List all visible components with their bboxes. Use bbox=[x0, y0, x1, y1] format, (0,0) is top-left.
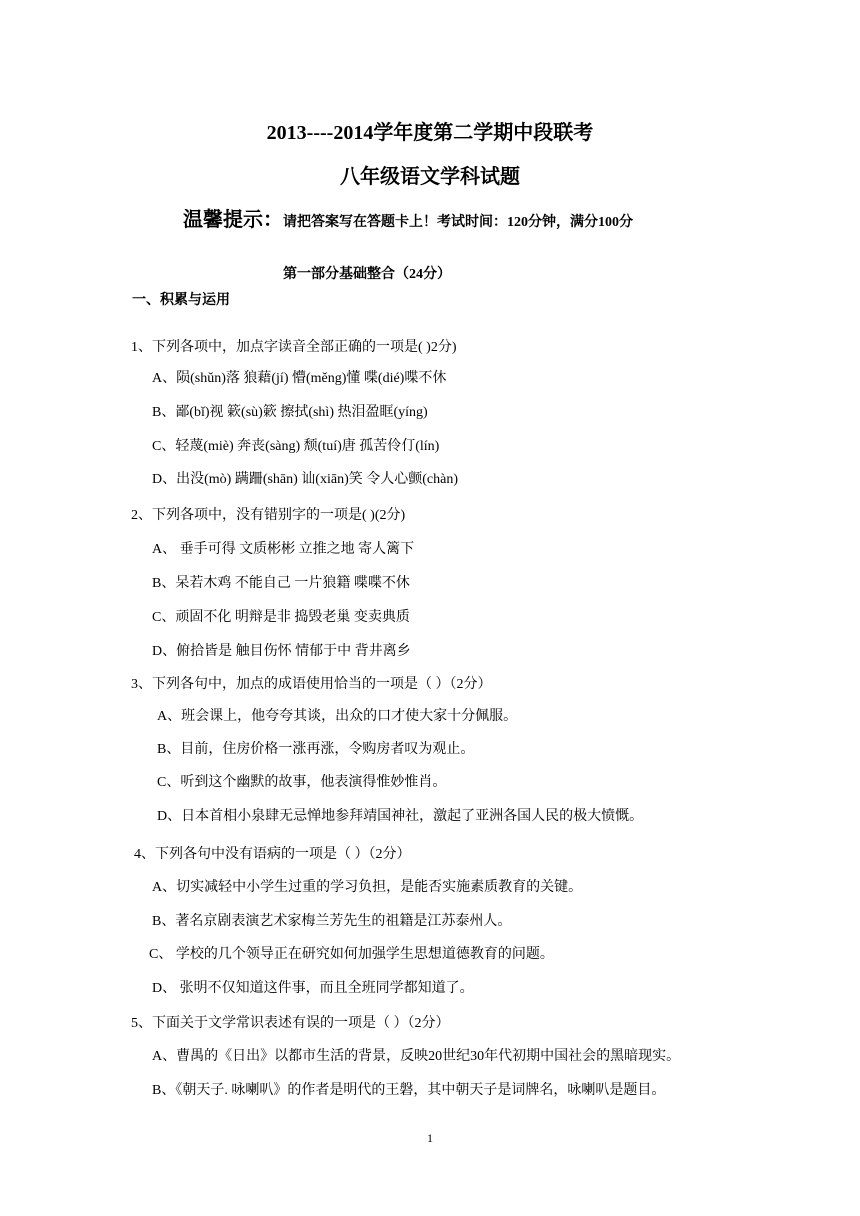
q2-option-a: A、 垂手可得 文质彬彬 立推之地 寄人篱下 bbox=[152, 542, 415, 557]
question-2: 2、下列各项中，没有错别字的一项是( )(2分) bbox=[131, 508, 406, 523]
q2-option-b: B、呆若木鸡 不能自己 一片狼籍 喋喋不休 bbox=[152, 576, 410, 591]
q1-option-c: C、轻蔑(miè) 奔丧(sàng) 颓(tuí)唐 孤苦伶仃(lín) bbox=[152, 439, 440, 454]
q3-option-a: A、班会课上，他夸夸其谈，出众的口才使大家十分佩服。 bbox=[157, 709, 518, 724]
q5-option-a: A、曹禺的《日出》以都市生活的背景，反映20世纪30年代初期中国社会的黑暗现实。 bbox=[152, 1049, 681, 1064]
question-5: 5、下面关于文学常识表述有误的一项是（ ）（2分） bbox=[131, 1016, 450, 1031]
q4-option-d: D、 张明不仅知道这件事，而且全班同学都知道了。 bbox=[152, 981, 474, 996]
exam-subtitle: 八年级语文学科试题 bbox=[340, 166, 520, 188]
q3-option-c: C、听到这个幽默的故事，他表演得惟妙惟肖。 bbox=[157, 775, 447, 790]
q1-option-b: B、鄙(bǐ)视 簌(sù)簌 擦拭(shì) 热泪盈眶(yíng) bbox=[152, 405, 428, 420]
question-4: 4、下列各句中没有语病的一项是（ ）（2分） bbox=[134, 847, 411, 862]
tip-line bbox=[183, 203, 633, 232]
q4-option-c: C、 学校的几个领导正在研究如何加强学生思想道德教育的问题。 bbox=[149, 947, 554, 962]
part-title: 一、积累与运用 bbox=[132, 293, 230, 308]
tip-text: 请把答案写在答题卡上！考试时间：120分钟，满分100分 bbox=[283, 215, 633, 230]
q3-option-b: B、目前，住房价格一涨再涨，令购房者叹为观止。 bbox=[157, 742, 475, 757]
q4-option-a: A、切实减轻中小学生过重的学习负担，是能否实施素质教育的关键。 bbox=[152, 880, 583, 895]
tip-label: 温馨提示： bbox=[183, 207, 283, 231]
page-number: 1 bbox=[427, 1131, 433, 1145]
section-title: 第一部分基础整合（24分） bbox=[283, 267, 451, 282]
q4-option-b: B、著名京剧表演艺术家梅兰芳先生的祖籍是江苏泰州人。 bbox=[152, 914, 512, 929]
question-3: 3、下列各句中，加点的成语使用恰当的一项是（ ）（2分） bbox=[131, 677, 492, 692]
question-1: 1、下列各项中，加点字读音全部正确的一项是( )2分) bbox=[131, 340, 457, 355]
q1-option-d: D、出没(mò) 蹒跚(shān) 讪(xiān)笑 令人心颤(chàn) bbox=[152, 472, 458, 487]
q2-option-d: D、俯拾皆是 触目伤怀 情郁于中 背井离乡 bbox=[152, 644, 411, 659]
exam-title: 2013----2014学年度第二学期中段联考 bbox=[266, 122, 594, 144]
q1-option-a: A、陨(shǔn)落 狼藉(jí) 懵(měng)懂 喋(dié)喋不休 bbox=[152, 371, 447, 386]
q3-option-d: D、日本首相小泉肆无忌惮地参拜靖国神社，激起了亚洲各国人民的极大愤慨。 bbox=[157, 809, 644, 824]
q5-option-b: B、《朝天子. 咏喇叭》的作者是明代的王磐，其中朝天子是词牌名，咏喇叭是题目。 bbox=[152, 1083, 666, 1098]
q2-option-c: C、顽固不化 明辩是非 捣毁老巢 变卖典质 bbox=[152, 610, 410, 625]
